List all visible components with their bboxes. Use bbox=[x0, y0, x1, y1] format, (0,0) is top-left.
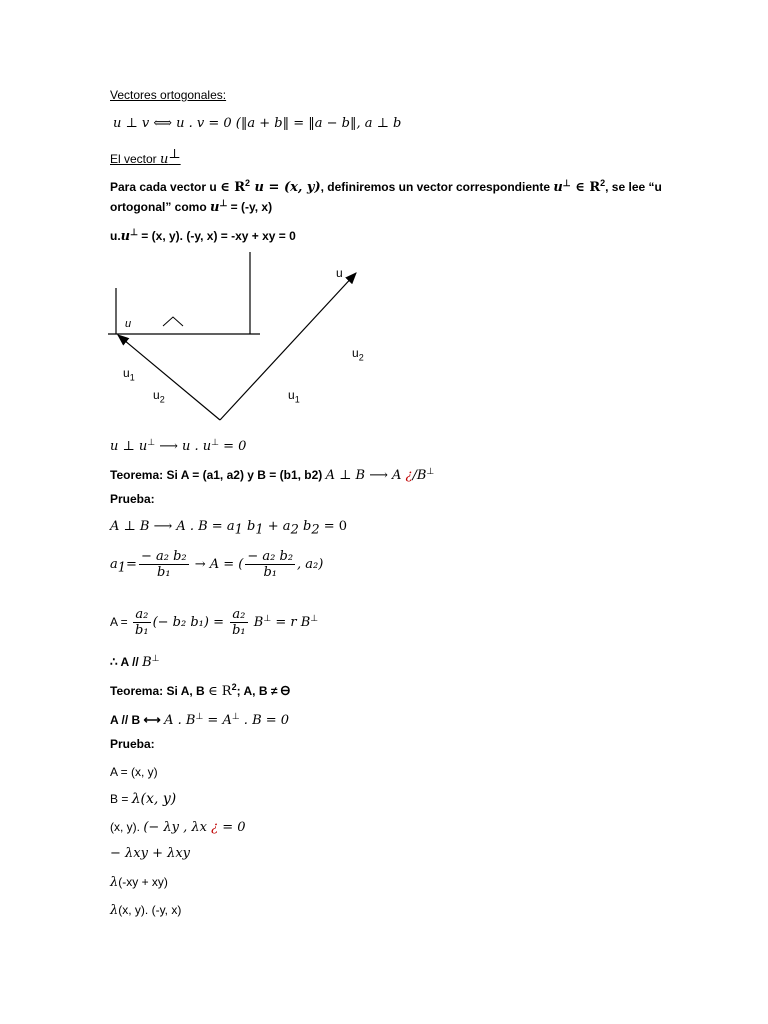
p5-b: (-xy + xy) bbox=[118, 875, 168, 889]
para-line2c: = (-y, x) bbox=[227, 200, 273, 214]
perp-a: u ⊥ u bbox=[110, 439, 148, 454]
theorem1-math: A ⊥ B ⟶ A bbox=[325, 468, 406, 483]
para-line2b: u bbox=[210, 200, 220, 215]
perp-b: ⟶ u . u bbox=[155, 439, 212, 454]
p3-c: = 0 bbox=[218, 820, 246, 835]
equation-1: A ⊥ B ⟶ A . $B = a_1$ $b_1 + a_2$ $b_2 = 0$ bbox=[110, 519, 348, 538]
para-sup-e: ⊥ bbox=[562, 178, 571, 188]
label-u2-left: $u_2$ bbox=[153, 388, 165, 405]
p3-b: (− λy , λx bbox=[143, 820, 212, 835]
p3-odd: ¿ bbox=[211, 820, 219, 835]
eq2-a1: a bbox=[110, 557, 118, 572]
proof-line-6 bbox=[110, 901, 181, 920]
eq3-tail2: = r B bbox=[271, 615, 311, 630]
p3-a: (x, y). bbox=[110, 820, 144, 834]
para-line2b-sup: ⊥ bbox=[219, 198, 228, 208]
p5-a: λ bbox=[110, 875, 119, 890]
eq2-fraction-1: $\frac{\text{− a₂ b₂}}{\text{b₁}}$ bbox=[140, 549, 187, 581]
para-line2a: ortogonal” como bbox=[110, 200, 210, 214]
label-u1-right: $u_1$ bbox=[288, 388, 300, 405]
proof-line-3 bbox=[110, 818, 246, 837]
parallel-line: A // B ⟷ A . B⊥ = A⊥ . B = 0 bbox=[110, 711, 290, 728]
vector-diagram bbox=[100, 248, 380, 428]
proof-line-1: A = (x, y) bbox=[110, 765, 158, 779]
eq3-prefix: A = bbox=[110, 615, 132, 629]
eq2-arrow: → A = ( bbox=[190, 557, 244, 572]
section-math: u bbox=[160, 152, 169, 167]
eq2-fraction-2: $\frac{\text{− a₂ b₂}}{\text{b₁}}$ bbox=[247, 549, 294, 581]
para-text-a: Para cada vector u bbox=[110, 180, 221, 194]
label-u-arrow: u bbox=[336, 266, 343, 280]
definition-middle: ‖a + b‖ = ‖a − b‖ bbox=[240, 116, 357, 131]
para-math-f: ∈ R bbox=[570, 180, 601, 195]
label-u1-left: $u_1$ bbox=[123, 366, 135, 383]
proof-heading-1: Prueba: bbox=[110, 492, 155, 506]
definition-rhs: , a ⊥ b bbox=[356, 116, 402, 131]
equation-3: A = $\frac{\text{a₂}}{\text{b₁}}$ (− b₂ b₁) = $\frac{\text{a₂}}{\text{b₁}}$ B⊥ = r B⊥ bbox=[110, 607, 319, 639]
para-text-d: , definiremos un vector correspondiente bbox=[320, 180, 554, 194]
therefore-b: B bbox=[142, 655, 152, 670]
theorem1-odd: ¿ bbox=[405, 468, 413, 483]
para-math-e: u bbox=[553, 180, 563, 195]
perp-relation bbox=[110, 433, 246, 456]
equation-2: $a_1=$ $\frac{\text{− a₂ b₂}}{\text{b₁}}$ → A = ( $\frac{\text{− a₂ b₂}}{\text{b₁}}$ , a₂) bbox=[110, 549, 324, 581]
eq3-fraction-1: $\frac{\text{a₂}}{\text{b₁}}$ bbox=[135, 607, 149, 639]
section-heading-vector bbox=[110, 146, 181, 169]
dot-c: = (x, y). (-y, x) = -xy + xy = 0 bbox=[137, 229, 296, 243]
theorem-2: Teorema: Si A, B ∈ $R^2$; A, B ≠ Ꮎ bbox=[110, 682, 291, 699]
label-u-small: u bbox=[125, 318, 132, 330]
orthogonal-definition bbox=[113, 114, 401, 133]
paragraph-line-2 bbox=[110, 194, 272, 217]
para-sup-f: 2 bbox=[600, 178, 606, 188]
p6-b: (x, y). (-y, x) bbox=[118, 903, 182, 917]
eq3-fraction-2: $\frac{\text{a₂}}{\text{b₁}}$ bbox=[232, 607, 246, 639]
parallel-a: A // B ⟷ bbox=[110, 713, 165, 727]
section-sup: ⊥ bbox=[168, 147, 181, 162]
perp-a-sup: ⊥ bbox=[147, 437, 156, 447]
label-u2-right: $u_2$ bbox=[352, 346, 364, 363]
theorem1-text: Teorema: Si A = (a1, a2) y B = (b1, b2) bbox=[110, 468, 326, 482]
theorem1-math2: /B bbox=[412, 468, 427, 483]
eq1-main: A ⊥ B ⟶ A . B = a bbox=[110, 519, 235, 534]
eq2-tail: , a₂) bbox=[297, 557, 324, 572]
parallel-c: = A bbox=[203, 713, 232, 728]
p2-a: B = bbox=[110, 792, 132, 806]
dot-b-sup: ⊥ bbox=[130, 227, 138, 237]
perp-b-sup: ⊥ bbox=[211, 437, 219, 447]
caret-mark bbox=[163, 317, 183, 326]
therefore-line: ∴ A // B⊥ bbox=[110, 653, 160, 670]
theorem2-c: ; A, B ≠ Ꮎ bbox=[236, 684, 291, 698]
perp-c: = 0 bbox=[218, 439, 247, 454]
dot-product-line bbox=[110, 223, 296, 246]
p6-a: λ bbox=[110, 903, 119, 918]
parallel-b: A . B bbox=[164, 713, 196, 728]
dot-b: u bbox=[120, 229, 131, 244]
proof-line-4: − λxy + λxy bbox=[110, 846, 191, 861]
para-text-g: , se lee “u bbox=[605, 180, 662, 194]
definition-lhs: u ⊥ v ⟺ u . v = 0 ( bbox=[113, 116, 241, 131]
theorem2-a: Teorema: Si A, B bbox=[110, 684, 209, 698]
p2-b: λ(x, y) bbox=[131, 791, 177, 807]
eq3-mid: (− b₂ b₁) = bbox=[152, 615, 229, 630]
theorem1-sup: ⊥ bbox=[426, 466, 435, 476]
eq3-tail: B bbox=[249, 615, 264, 630]
proof-line-2 bbox=[110, 790, 176, 808]
section-prefix: El vector bbox=[110, 152, 161, 166]
theorem2-b: ∈ R bbox=[208, 684, 232, 699]
theorem-1 bbox=[110, 462, 434, 485]
title: Vectores ortogonales: bbox=[110, 88, 227, 102]
parallel-d: . B = 0 bbox=[239, 713, 290, 728]
proof-line-5 bbox=[110, 873, 168, 892]
para-math-b: ∈ R bbox=[220, 180, 246, 195]
para-sup-b: 2 bbox=[245, 178, 251, 188]
dot-a: u. bbox=[110, 229, 121, 243]
therefore-a: ∴ A // bbox=[110, 655, 143, 669]
para-math-c: u = (x, y) bbox=[250, 180, 321, 195]
proof-heading-2: Prueba: bbox=[110, 737, 155, 751]
